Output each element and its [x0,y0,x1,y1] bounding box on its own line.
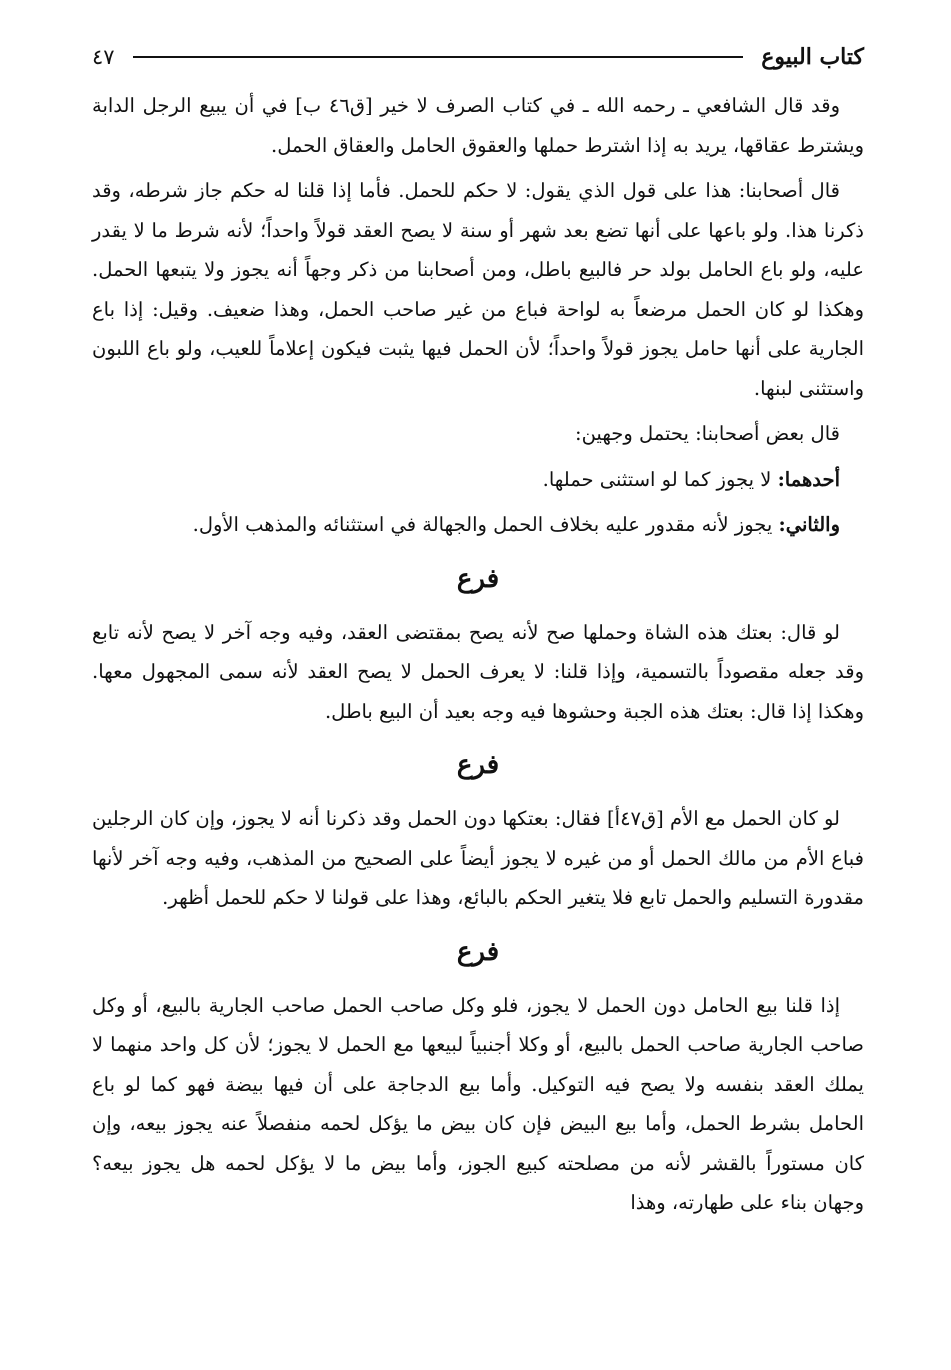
header-rule [133,56,744,58]
book-page [92,40,864,1360]
paragraph: لو كان الحمل مع الأم [ق٤٧أ] فقال: بعتكها دون الحمل وقد ذكرنا أنه لا يجوز، وإن كان الرجلين فباع الأم من مالك الحمل أو من غيره لا يجوز أيضاً على الصحيح من المذهب، وفيه وجه آخر لأنها مقدورة التسليم والحمل تابع فلا يتغير الحكم بالبائع، وهذا على قولنا لا حكم للحمل أظهر. [92,807,864,909]
paragraph: إذا قلنا بيع الحامل دون الحمل لا يجوز، فلو وكل صاحب الحمل صاحب الجارية بالبيع، أو وكل صاحب الجارية صاحب الحمل بالبيع، أو وكلا أجنبياً لبيعها مع الحمل لا يجوز؛ لأن كل واحد منهما لا يملك العقد بنفسه ولا يصح فيه التوكيل. وأما بيع الدجاجة على أن فيها بيضة فهو كما لو باع الحامل بشرط الحمل، وأما بيع البيض فإن كان بيض ما يؤكل لحمه منفصلاً عنه يجوز بيعه، وإن كان مستوراً بالقشر لأنه من مصلحته كبيع الجوز، وأما بيض ما لا يؤكل لحمه هل يجوز بيعه؟ وجهان بناء على طهارته، وهذا [92,993,864,1214]
page-number: ٤٧ [92,45,115,69]
section-heading: فرع [456,563,500,594]
opinion-label-second: والثاني: [778,513,840,536]
section-heading: فرع [456,750,500,780]
running-header [92,40,864,74]
paragraph: قال بعض أصحابنا: يحتمل وجهين: [575,422,840,445]
opinion-label-first: أحدهما: [777,467,840,491]
section-heading: فرع [456,936,500,967]
paragraph-second-opinion [92,505,864,545]
opinion-text-first: لا يجوز كما لو استثنى حملها. [542,467,772,491]
book-title: كتاب البيوع [761,44,864,70]
paragraph: لو قال: بعتك هذه الشاة وحملها صح لأنه يصح بمقتضى العقد، وفيه وجه آخر لا يصح لأنه تابع وقد جعله مقصوداً بالتسمية، وإذا قلنا: لا يعرف الحمل لا يصح العقد لأنه سمى المجهول معها. وهكذا إذا قال: بعتك هذه الجبة وحشوها فيه وجه بعيد أن البيع باطل. [92,620,864,723]
paragraph: وقد قال الشافعي ـ رحمه الله ـ في كتاب الصرف لا خير [ق٤٦ ب] في أن يبيع الرجل الدابة ويشترط عقاقها، يريد به إذا اشترط حملها والعقوق الحامل والعقاق الحمل. [92,94,864,157]
opinion-text-second: يجوز لأنه مقدور عليه بخلاف الحمل والجهالة في استثنائه والمذهب الأول. [192,513,773,536]
paragraph: قال أصحابنا: هذا على قول الذي يقول: لا حكم للحمل. فأما إذا قلنا له حكم جاز شرطه، وقد ذكرنا هذا. ولو باعها على أنها تضع بعد شهر أو سنة لا يصح العقد قولاً واحداً؛ لأنه شرط ما لا يقدر عليه، ولو باع الحامل بولد حر فالبيع باطل، ومن أصحابنا من ذكر وجهاً أنه يجوز ولا يتبعها الحمل. وهكذا لو كان الحمل مرضعاً به لواحة فباع من غير صاحب الحمل، وهذا ضعيف. وقيل: إذا باع الجارية على أنها حامل يجوز قولاً واحداً؛ لأن الحمل فيها يثبت فيكون إعلاماً للعيب، ولو باع اللبون واستثنى لبنها. [92,179,864,400]
page-body [92,86,864,1223]
paragraph-first-opinion [92,460,864,500]
